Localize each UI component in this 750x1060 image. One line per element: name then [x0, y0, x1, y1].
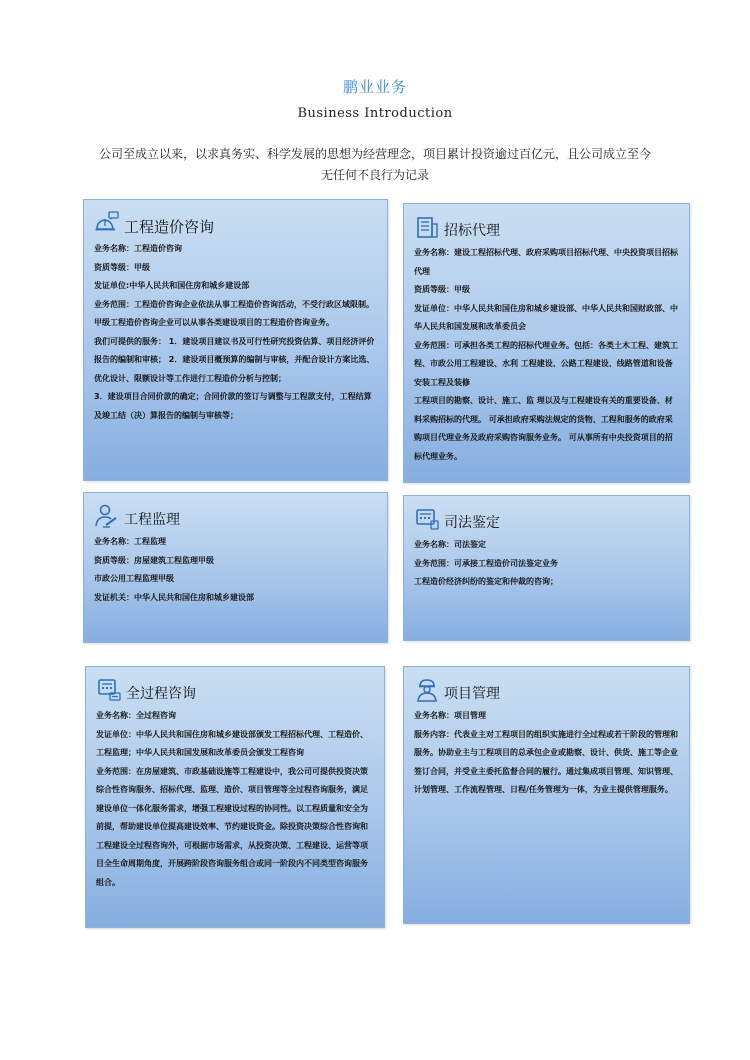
card-title: 招标代理 — [444, 223, 500, 239]
card-line: 资质等级：房屋建筑工程监理甲级 — [94, 555, 214, 565]
card-line: 市政公用工程监理甲级 — [94, 574, 174, 583]
card-title: 工程监理 — [124, 512, 180, 528]
card-line: 业务范围：可承接工程造价司法鉴定业务 — [414, 558, 558, 568]
card-header — [414, 506, 679, 532]
card-title: 司法鉴定 — [444, 515, 500, 531]
card-line: 资质等级：甲级 — [94, 262, 150, 272]
service-card-judicial-appraisal — [403, 495, 690, 641]
service-card-supervision — [83, 492, 388, 643]
card-line: 业务名称：司法鉴定 — [414, 540, 486, 549]
page-subtitle: Business Introduction — [297, 106, 453, 121]
card-title: 全过程咨询 — [126, 686, 196, 702]
card-line: 业务名称：建设工程招标代理、政府采购项目招标代理、中央投资项目招标代理 — [414, 248, 678, 276]
card-header — [414, 214, 679, 240]
card-line: 我们可提供的服务： 1．建设项目建议书及可行性研究投资估算、项目经济评价报告的编制和审核； 2．建设项目概预算的编制与审核，并配合设计方案比选、优化设计、限额设计等工作进行工程造价分析与控制； — [94, 336, 375, 383]
service-card-whole-process — [85, 666, 385, 928]
intro-line-1: 公司至成立以来，以求真务实、科学发展的思想为经营理念，项目累计投资逾过百亿元，且公司成立至今 — [98, 147, 651, 161]
card-line: 业务名称：工程造价咨询 — [94, 244, 182, 253]
card-title: 工程造价咨询 — [124, 218, 215, 236]
card-line: 服务内容：代表业主对工程项目的组织实施进行全过程或若干阶段的管理和服务。协助业主与工程项目的总承包企业或勘察、设计、供货、施工等企业签订合同，并受业主委托监督合同的履行。通过集成项目管理、知识管理、计划管理、工作流程管理、日程/任务管理为一体，为业主提供管理服务。 — [414, 729, 678, 794]
card-line: 工程项目的勘察、设计、施工、监 理以及与工程建设有关的重要设备、材料采购招标的代理。 可承担政府采购法规定的货物、工程和服务的政府采购项目代理业务及政府采购咨询服务业务。 可从事所有中央投资项目的招标代理业务。 — [414, 396, 673, 461]
card-line: 业务范围：在房屋建筑、市政基础设施等工程建设中，我公司可提供投资决策综合性咨询服务、招标代理、监理、造价、项目管理等全过程咨询服务，满足建设单位一体化服务需求，增强工程建设过程的协同性。以工程质量和安全为前提，帮助建设单位提高建设效率、节约建设资金。除投资决策综合性咨询和工程建设全过程咨询外，可根据市场需求，从投资决策、工程建设、运营等项目全生命周期角度，开展跨阶段咨询服务组合或同一阶段内不同类型咨询服务组合。 — [96, 766, 368, 887]
worker-icon — [414, 677, 440, 703]
person-edit-icon — [94, 503, 120, 529]
card-line: 发证单位：中华人民共和国住房和城乡建设部颁发工程招标代理、工程造价、工程监理；中华人民共和国发展和改革委员会颁发工程咨询 — [96, 729, 368, 757]
card-line: 发证机关：中华人民共和国住房和城乡建设部 — [94, 592, 254, 602]
card-header — [94, 503, 377, 529]
page-title: 鹏业业务 — [342, 78, 407, 96]
calculator-icon — [414, 506, 440, 532]
card-title: 项目管理 — [444, 686, 500, 702]
card-header — [96, 677, 374, 703]
card-line: 业务名称：工程监理 — [94, 537, 166, 546]
service-card-cost-consulting — [83, 199, 388, 481]
helmet-chat-icon — [94, 210, 120, 236]
card-line: 业务名称：项目管理 — [414, 711, 486, 720]
card-line: 发证单位:中华人民共和国住房和城乡建设部 — [94, 281, 250, 290]
card-line: 资质等级：甲级 — [414, 285, 470, 294]
card-line: 工程造价经济纠纷的鉴定和仲裁的咨询； — [414, 577, 558, 586]
service-card-tender-agency — [403, 203, 690, 483]
intro-line-2: 无任何不良行为记录 — [320, 168, 429, 182]
card-line: 业务名称：全过程咨询 — [96, 711, 176, 720]
card-line: 3．建设项目合同价款的确定；合同价款的签订与调整与工程款支付，工程结算及竣工结（决）算报告的编制与审核等； — [94, 392, 372, 420]
register-icon — [96, 677, 122, 703]
building-icon — [414, 214, 440, 240]
service-card-project-management — [403, 666, 690, 924]
card-line: 业务范围：可承担各类工程的招标代理业务。包括：各类土木工程、建筑工程、市政公用工程建设、水利 工程建设、公路工程建设、线路管道和设备安装工程及装修 — [414, 340, 678, 387]
card-line: 业务范围：工程造价咨询企业依法从事工程造价咨询活动，不受行政区域限制。甲级工程造价咨询企业可以从事各类建设项目的工程造价咨询业务。 — [94, 299, 374, 327]
card-header — [414, 677, 679, 703]
card-line: 发证单位：中华人民共和国住房和城乡建设部、中华人民共和国财政部、中华人民共和国发展和改革委员会 — [414, 303, 678, 331]
card-header — [94, 210, 377, 236]
company-intro — [68, 144, 682, 186]
